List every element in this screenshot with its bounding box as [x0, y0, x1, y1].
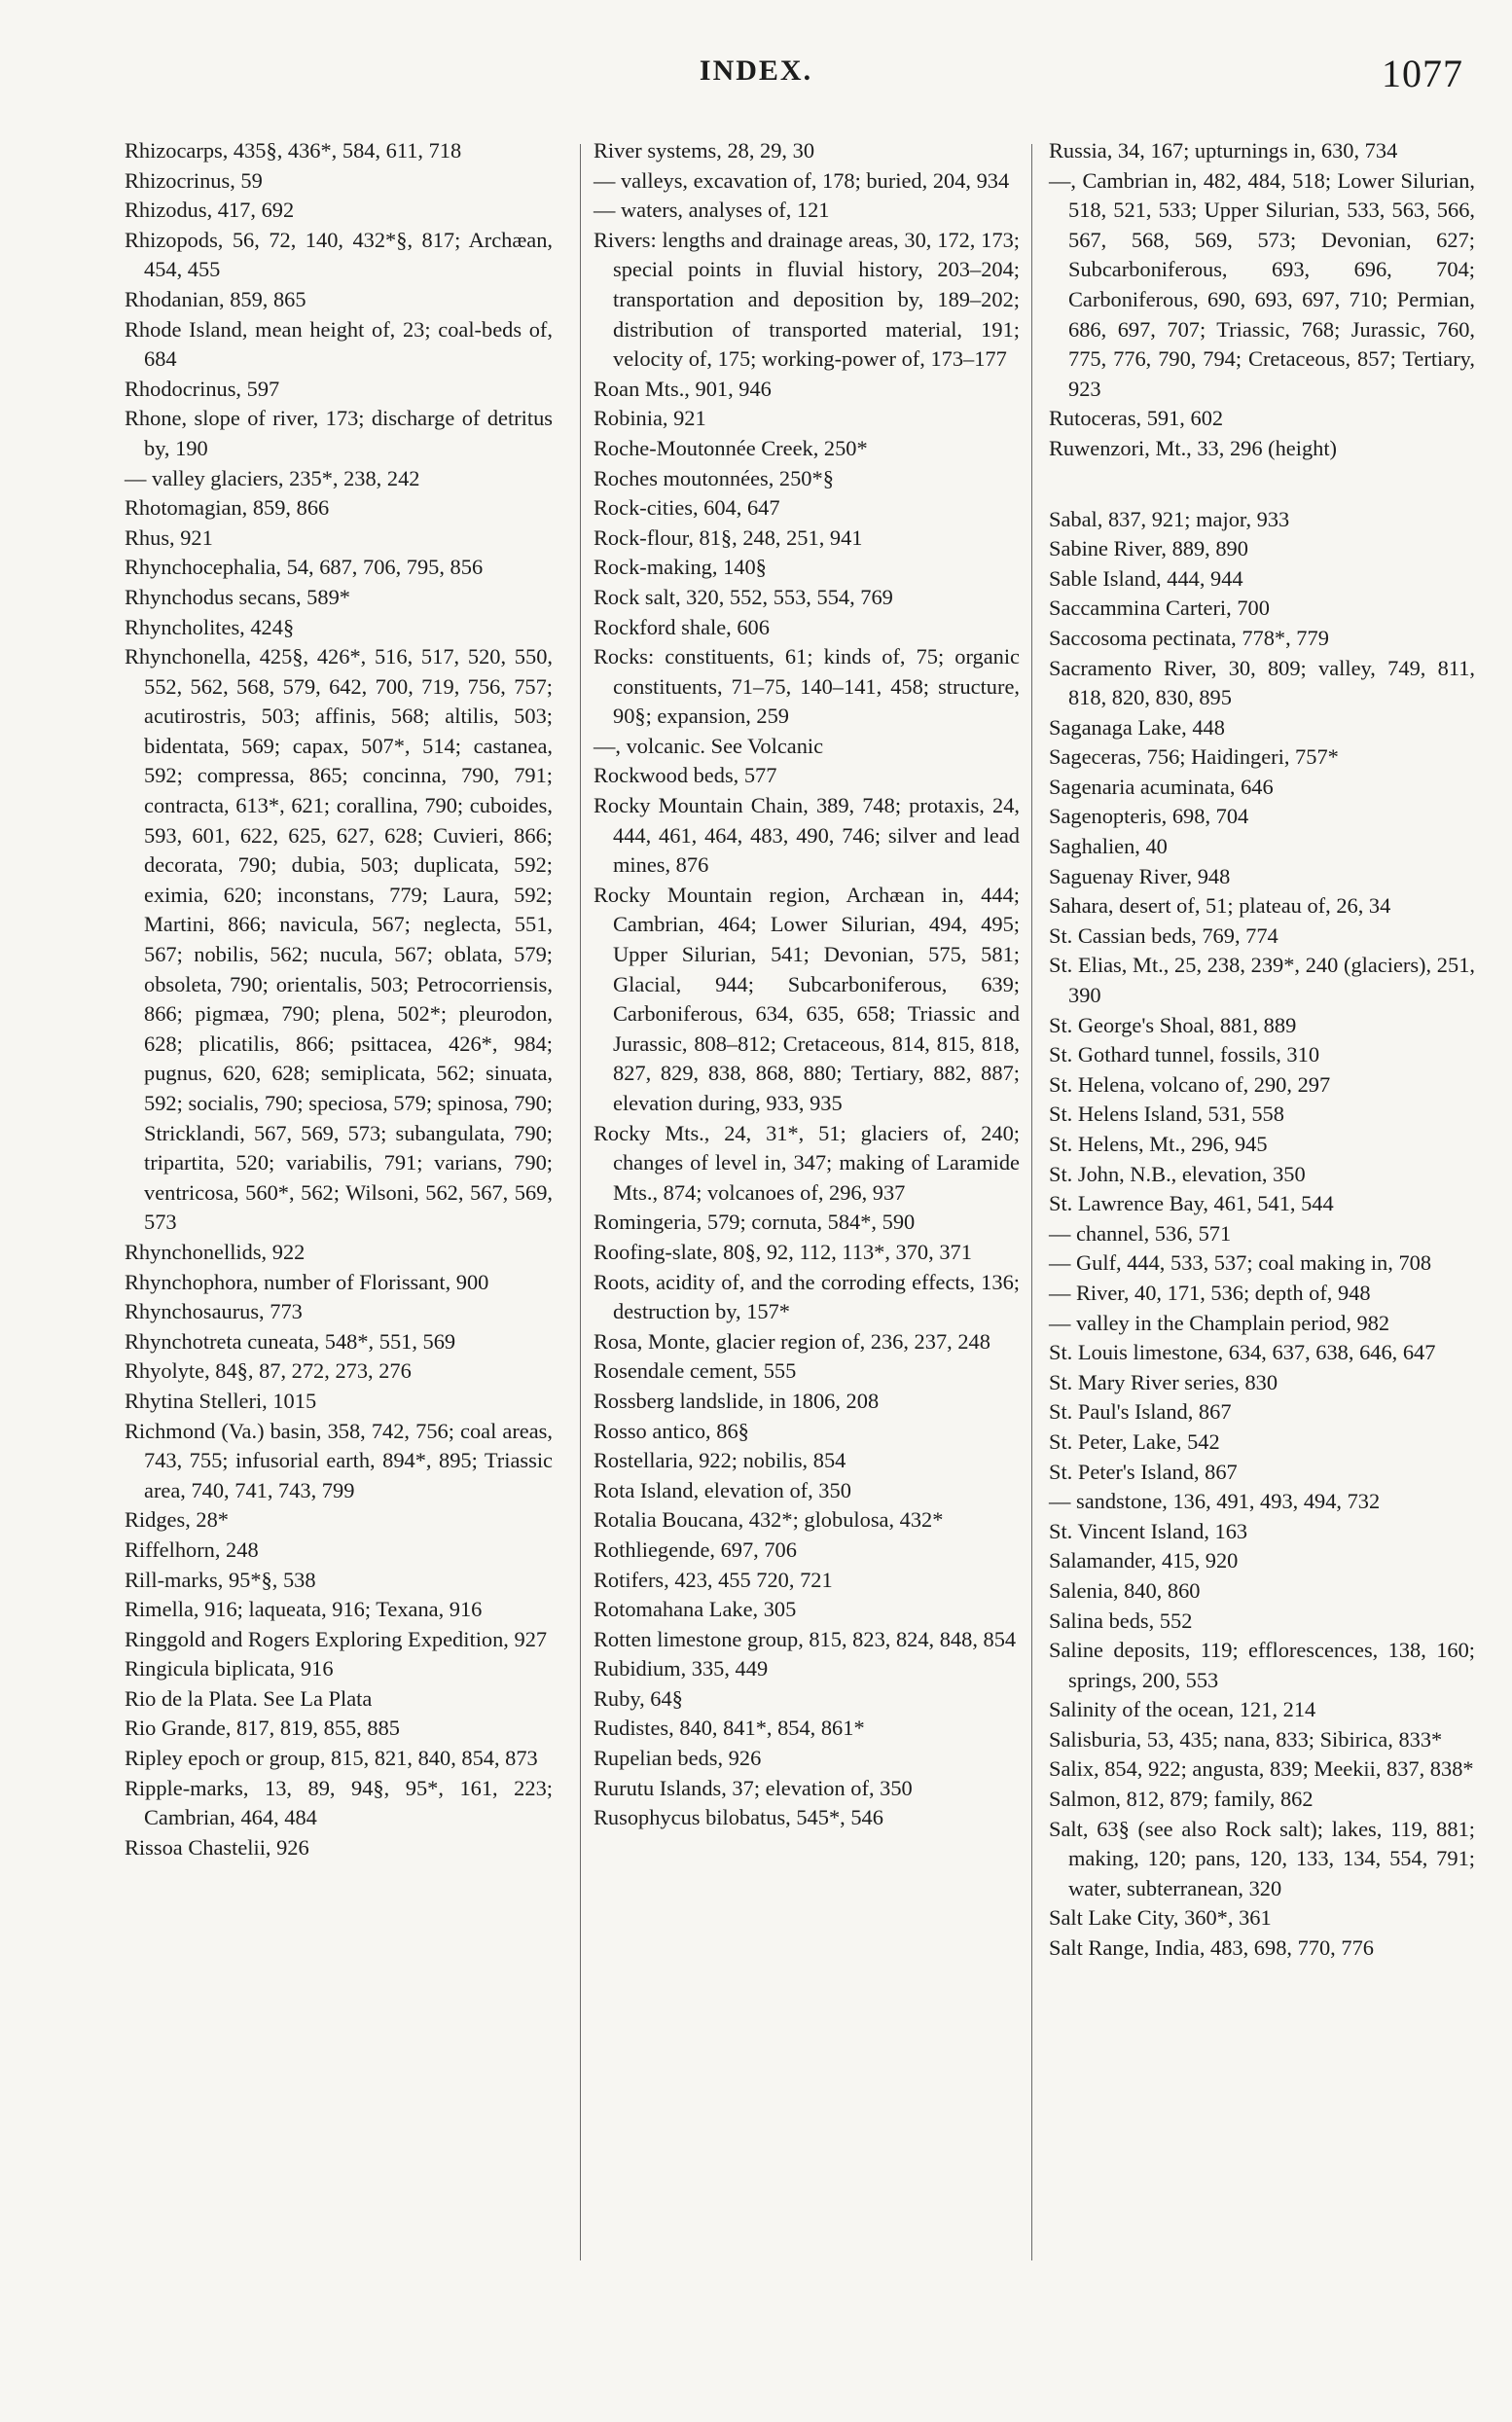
index-entry: River systems, 28, 29, 30 — [594, 138, 815, 163]
index-column-1 — [125, 136, 553, 1862]
index-entry: St. John, N.B., elevation, 350 — [1049, 1161, 1306, 1186]
index-entry: — sandstone, 136, 491, 493, 494, 732 — [1049, 1489, 1381, 1514]
index-entry: St. Vincent Island, 163 — [1049, 1518, 1248, 1543]
index-entry: Rock-making, 140§ — [594, 555, 767, 580]
index-entry: Romingeria, 579; cornuta, 584*, 590 — [594, 1210, 916, 1235]
index-entry: Rocky Mts., 24, 31*, 51; glaciers of, 240; changes of level in, 347; making of Laramide Mts., 874; volcanoes of, 296, 937 — [594, 1120, 1020, 1205]
index-entry: Saghalien, 40 — [1049, 834, 1168, 859]
index-entry: St. Helens Island, 531, 558 — [1049, 1102, 1284, 1127]
index-entry: Ripley epoch or group, 815, 821, 840, 854, 873 — [125, 1746, 538, 1771]
index-entry: Salina beds, 552 — [1049, 1608, 1193, 1633]
index-entry: Sacramento River, 30, 809; valley, 749, 811, 818, 820, 830, 895 — [1049, 655, 1475, 710]
index-entry: Ruwenzori, Mt., 33, 296 (height) — [1049, 435, 1338, 460]
index-entry: Rossberg landslide, in 1806, 208 — [594, 1388, 880, 1413]
index-entry: Rosendale cement, 555 — [594, 1358, 797, 1384]
index-entry: Rhynchonellids, 922 — [125, 1239, 306, 1264]
index-entry: Sabal, 837, 921; major, 933 — [1049, 506, 1290, 531]
index-entry: Rhizopods, 56, 72, 140, 432*§, 817; Archæan, 454, 455 — [125, 227, 553, 282]
index-entry: Roches moutonnées, 250*§ — [594, 465, 834, 490]
index-entry: Ridges, 28* — [125, 1507, 229, 1533]
index-entry: Salmon, 812, 879; family, 862 — [1049, 1787, 1314, 1812]
page-title: INDEX. — [699, 54, 813, 87]
column-divider — [1031, 144, 1032, 2260]
index-entry: Rocky Mountain Chain, 389, 748; protaxis, 24, 444, 461, 464, 483, 490, 746; silver and lead mines, 876 — [594, 793, 1020, 878]
index-entry: Salt, 63§ (see also Rock salt); lakes, 119, 881; making, 120; pans, 120, 133, 134, 554, 791; water, subterranean, 320 — [1049, 1816, 1475, 1900]
index-entry: Sahara, desert of, 51; plateau of, 26, 34 — [1049, 893, 1391, 919]
index-entry: Sable Island, 444, 944 — [1049, 565, 1243, 591]
index-entry: Rhynchotreta cuneata, 548*, 551, 569 — [125, 1328, 456, 1354]
index-entry: Rhynchocephalia, 54, 687, 706, 795, 856 — [125, 555, 484, 580]
index-entry: Roan Mts., 901, 946 — [594, 376, 772, 401]
index-entry: —, Cambrian in, 482, 484, 518; Lower Silurian, 518, 521, 533; Upper Silurian, 533, 563, 566, 567, 568, 569, 573; Devonian, 627; Subcarboniferous, 693, 696, 704; Carboniferous, 690, 693, 697, 710; Permian, 686, 697, 707; Triassic, 768; Jurassic, 760, 775, 776, 790, 794; Cretaceous, 857; Tertiary, 923 — [1049, 167, 1475, 401]
index-entry: Richmond (Va.) basin, 358, 742, 756; coal areas, 743, 755; infusorial earth, 894*, 895; Triassic area, 740, 741, 743, 799 — [125, 1418, 553, 1502]
index-entry: — waters, analyses of, 121 — [594, 198, 830, 223]
index-entry: Ripple-marks, 13, 89, 94§, 95*, 161, 223; Cambrian, 464, 484 — [125, 1775, 553, 1830]
index-entry: Rissoa Chastelii, 926 — [125, 1834, 309, 1860]
index-entry: Rhynchophora, number of Florissant, 900 — [125, 1269, 489, 1294]
index-entry: Rota Island, elevation of, 350 — [594, 1477, 851, 1502]
index-entry: Salamander, 415, 920 — [1049, 1548, 1239, 1573]
index-entry: Rusophycus bilobatus, 545*, 546 — [594, 1805, 883, 1830]
index-entry: — valleys, excavation of, 178; buried, 204, 934 — [594, 167, 1010, 193]
index-entry: Saguenay River, 948 — [1049, 863, 1231, 888]
index-entry: Rubidium, 335, 449 — [594, 1656, 769, 1681]
index-entry: Rhode Island, mean height of, 23; coal-beds of, 684 — [125, 316, 553, 372]
index-entry: Rhizodus, 417, 692 — [125, 198, 295, 223]
index-entry: Saganaga Lake, 448 — [1049, 714, 1225, 740]
index-entry: Sageceras, 756; Haidingeri, 757* — [1049, 744, 1339, 770]
index-entry: St. Peter's Island, 867 — [1049, 1459, 1238, 1484]
index-entry: Rhynchodus secans, 589* — [125, 584, 350, 609]
index-entry: Rhyolyte, 84§, 87, 272, 273, 276 — [125, 1358, 412, 1384]
index-entry: — Gulf, 444, 533, 537; coal making in, 708 — [1049, 1250, 1432, 1276]
index-entry: Saccammina Carteri, 700 — [1049, 596, 1270, 621]
index-entry: Rosso antico, 86§ — [594, 1418, 749, 1443]
index-entry: Rhyncholites, 424§ — [125, 614, 295, 639]
index-entry: Roots, acidity of, and the corroding effects, 136; destruction by, 157* — [594, 1269, 1020, 1324]
index-entry: Salt Range, India, 483, 698, 770, 776 — [1049, 1935, 1374, 1961]
index-entry: Rhone, slope of river, 173; discharge of detritus by, 190 — [125, 406, 553, 460]
index-entry: St. Paul's Island, 867 — [1049, 1399, 1232, 1425]
column-divider — [580, 144, 581, 2260]
index-entry: St. Cassian beds, 769, 774 — [1049, 922, 1278, 948]
index-entry: St. George's Shoal, 881, 889 — [1049, 1012, 1297, 1037]
index-entry: Russia, 34, 167; upturnings in, 630, 734 — [1049, 138, 1398, 163]
index-entry: Rhizocarps, 435§, 436*, 584, 611, 718 — [125, 138, 462, 163]
index-entry: Sagenaria acuminata, 646 — [1049, 774, 1274, 799]
index-entry: Salinity of the ocean, 121, 214 — [1049, 1697, 1316, 1722]
index-entry: Rotalia Boucana, 432*; globulosa, 432* — [594, 1507, 944, 1533]
index-entry: St. Mary River series, 830 — [1049, 1369, 1278, 1394]
index-entry: St. Elias, Mt., 25, 238, 239*, 240 (glaciers), 251, 390 — [1049, 953, 1475, 1008]
index-entry: Riffelhorn, 248 — [125, 1536, 259, 1562]
index-entry: Roofing-slate, 80§, 92, 112, 113*, 370, 371 — [594, 1239, 972, 1264]
index-entry: Rocks: constituents, 61; kinds of, 75; organic constituents, 71–75, 140–141, 458; structure, 90§; expansion, 259 — [594, 644, 1020, 729]
index-column-2 — [594, 136, 1020, 1833]
index-entry: Rock salt, 320, 552, 553, 554, 769 — [594, 584, 893, 609]
page-header — [0, 51, 1512, 109]
index-entry: Sagenopteris, 698, 704 — [1049, 804, 1249, 829]
index-entry: Ringgold and Rogers Exploring Expedition, 927 — [125, 1626, 548, 1651]
index-entry: St. Louis limestone, 634, 637, 638, 646, 647 — [1049, 1340, 1436, 1365]
index-entry: Rupelian beds, 926 — [594, 1746, 762, 1771]
index-entry: Roche-Moutonnée Creek, 250* — [594, 435, 868, 460]
index-entry: Saccosoma pectinata, 778*, 779 — [1049, 625, 1329, 650]
index-entry: —, volcanic. See Volcanic — [594, 733, 824, 758]
index-entry: Ruby, 64§ — [594, 1685, 683, 1711]
index-entry: Robinia, 921 — [594, 406, 706, 431]
index-entry: Rurutu Islands, 37; elevation of, 350 — [594, 1775, 913, 1800]
index-entry: — River, 40, 171, 536; depth of, 948 — [1049, 1280, 1371, 1305]
index-entry: Rhynchonella, 425§, 426*, 516, 517, 520, 550, 552, 562, 568, 579, 642, 700, 719, 756, 757; acutirostris, 503; affinis, 568; altilis, 503; bidentata, 569; capax, 507*, 514; castanea, 592; compressa, 865; concinna, 790, 791; contracta, 613*, 621; corallina, 790; cuboides, 593, 601, 622, 625, 627, 628; Cuvieri, 866; decorata, 790; dubia, 503; duplicata, 592; eximia, 620; inconstans, 779; Laura, 592; Martini, 866; navicula, 567; neglecta, 551, 567; nobilis, 562; nucula, 567; oblata, 579; obsoleta, 790; orientalis, 503; Petrocorriensis, 866; pigmæa, 790; plena, 502*; pleurodon, 628; plicatilis, 866; psittacea, 426*, 984; pugnus, 620, 628; semiplicata, 562; sinuata, 592; socialis, 790; speciosa, 579; spinosa, 790; Stricklandi, 567, 569, 573; subangulata, 790; tripartita, 520; variabilis, 791; varians, 790; ventricosa, 560*, 562; Wilsoni, 562, 567, 569, 573 — [125, 644, 553, 1235]
index-entry: Rio Grande, 817, 819, 855, 885 — [125, 1716, 400, 1741]
index-entry: Rockford shale, 606 — [594, 614, 770, 639]
index-entry: Rhus, 921 — [125, 524, 213, 550]
index-entry: Salt Lake City, 360*, 361 — [1049, 1905, 1272, 1931]
index-column-3 — [1049, 136, 1475, 1964]
index-entry: Rotifers, 423, 455 720, 721 — [594, 1567, 833, 1592]
index-entry: St. Lawrence Bay, 461, 541, 544 — [1049, 1191, 1334, 1216]
index-entry: Rock-cities, 604, 647 — [594, 495, 780, 521]
index-entry: Rocky Mountain region, Archæan in, 444; Cambrian, 464; Lower Silurian, 494, 495; Upper Silurian, 541; Devonian, 575, 581; Glacial, 944; Subcarboniferous, 639; Carboniferous, 634, 635, 658; Triassic and Jurassic, 808–812; Cretaceous, 814, 815, 818, 827, 829, 838, 868, 880; Tertiary, 882, 887; elevation during, 933, 935 — [594, 882, 1020, 1115]
index-entry: Rhizocrinus, 59 — [125, 167, 263, 193]
index-entry: Rotten limestone group, 815, 823, 824, 848, 854 — [594, 1626, 1017, 1651]
index-entry: Rivers: lengths and drainage areas, 30, 172, 173; special points in fluvial history, 203–204; transportation and deposition by, 189–202; distribution of transported material, 191; velocity of, 175; working-power of, 173–177 — [594, 227, 1020, 372]
index-entry: Rhotomagian, 859, 866 — [125, 495, 330, 521]
index-entry: Rothliegende, 697, 706 — [594, 1536, 797, 1562]
page-number: 1077 — [1382, 52, 1463, 95]
index-entry: St. Peter, Lake, 542 — [1049, 1428, 1220, 1454]
index-entry: Saline deposits, 119; efflorescences, 138, 160; springs, 200, 553 — [1049, 1638, 1475, 1692]
index-entry: Rostellaria, 922; nobilis, 854 — [594, 1448, 846, 1473]
index-entry: — valley in the Champlain period, 982 — [1049, 1310, 1390, 1335]
index-entry: Rhodocrinus, 597 — [125, 376, 280, 401]
index-entry: Rutoceras, 591, 602 — [1049, 406, 1224, 431]
index-entry: Rhynchosaurus, 773 — [125, 1299, 303, 1324]
index-entry: St. Helens, Mt., 296, 945 — [1049, 1132, 1268, 1156]
index-entry: Rotomahana Lake, 305 — [594, 1597, 797, 1622]
index-entry: Rio de la Plata. See La Plata — [125, 1685, 373, 1711]
index-entry: — valley glaciers, 235*, 238, 242 — [125, 465, 420, 490]
index-entry: St. Helena, volcano of, 290, 297 — [1049, 1071, 1331, 1097]
index-entry: Salisburia, 53, 435; nana, 833; Sibirica, 833* — [1049, 1726, 1443, 1752]
index-entry: Rhytina Stelleri, 1015 — [125, 1388, 317, 1413]
index-entry: Rosa, Monte, glacier region of, 236, 237, 248 — [594, 1328, 990, 1354]
index-entry: Rimella, 916; laqueata, 916; Texana, 916 — [125, 1597, 483, 1622]
index-entry: Rock-flour, 81§, 248, 251, 941 — [594, 524, 863, 550]
index-entry: Rudistes, 840, 841*, 854, 861* — [594, 1716, 865, 1741]
index-entry: Rill-marks, 95*§, 538 — [125, 1567, 316, 1592]
index-entry: St. Gothard tunnel, fossils, 310 — [1049, 1042, 1320, 1067]
index-entry: Rockwood beds, 577 — [594, 763, 777, 788]
index-entry: Salenia, 840, 860 — [1049, 1577, 1201, 1603]
index-entry: Salix, 854, 922; angusta, 839; Meekii, 837, 838* — [1049, 1756, 1474, 1782]
index-entry: Sabine River, 889, 890 — [1049, 536, 1248, 561]
index-entry: Rhodanian, 859, 865 — [125, 286, 306, 311]
index-entry: — channel, 536, 571 — [1049, 1220, 1232, 1246]
index-entry: Ringicula biplicata, 916 — [125, 1656, 334, 1681]
